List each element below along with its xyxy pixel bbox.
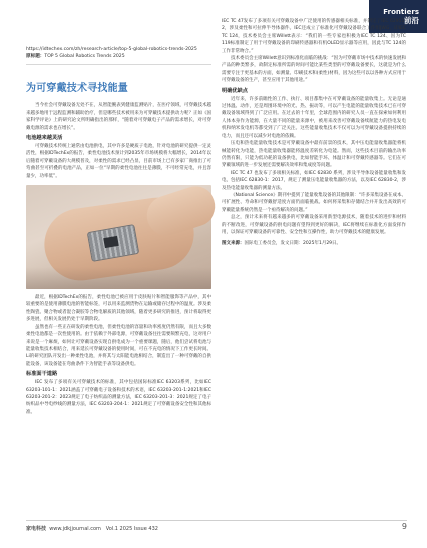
- page-number: 9: [401, 522, 407, 531]
- paragraph-9: IEC TC 47 也发布了多项相关标准，如IEC 62830 系列，涉及半导体设备能量收集和发电，包括IEC 62830-1：2017，规定了测量压电能量收集器的方法，以及IEC 62830-2，涉及热电能量收集器的测量方法。: [222, 170, 406, 191]
- paragraph-10: 《National Science》期刊中提到了能量收集设备的其他限制：“许多采集设备在成本、可扩展性、寿命和可穿戴舒适度方面仍面临挑战。如何将采集和存储结合并开发出高效的可穿戴能量系统仍然是一个亟待解决的问题。”: [222, 192, 406, 213]
- section-heading-1: 电池越来越灵活: [26, 135, 63, 142]
- paragraph-7: 近年来，许多前瞻性的工作、执行、项目都集中在可穿戴设备的能量收集上。无论是通过体温、动作，还是周围环境中的光、热、振动等，可以产生电能的能量收集技术已在可穿戴设备领域得到了广泛应用。在过去的十年里，全球范围内的研究人员一直在探索如何利用人体本身作为能源，在大量不同的能量来源中，被用来改善可穿戴设备续航能力的热电发电机和纳米发电机等都受到了广泛关注。这些能量收集技术不仅可以为可穿戴设备提供持续的电力，而且还可以减少对电池的依赖。: [222, 96, 406, 139]
- paragraph-8: 压电和热电能量收集技术是可穿戴设备中最有前景的技术，其中压电能量收集器能将机械能转化为电能，热电能量收集器能将温度差转化为电能。然而，这些技术目前的输出功率仍然有限，只能为低功耗的设备供电，比如智能手环、体温计和可穿戴传感器等。它们在可穿戴领域的进一步发展还需要解决效率和集成度等问题。: [222, 141, 406, 169]
- section-label-en: Frontiers: [383, 8, 419, 16]
- right-column: [222, 18, 406, 247]
- image-source-note: [222, 240, 406, 247]
- article-intro: 当今社会可穿戴设备无处不在，从智能腕表到健康监测贴片，在医疗领域，可穿戴技术越来越多地用于远程监测和辅助治疗，但是哪些技术被用来为可穿戴技术提供动力呢？正如《国家科学评论》上的研究论文所明确指出的那样，“随着对可穿戴电子产品的需求增长，对可穿戴电源的需求也在增长”。: [26, 103, 211, 131]
- source-block: [26, 46, 211, 65]
- footer-left: [26, 525, 158, 532]
- source-label: 原标题：: [26, 54, 45, 60]
- magazine-url[interactable]: www.jdkjjournal.com: [49, 526, 101, 532]
- paragraph-4: IEC 发布了多项有关可穿戴技术的标准，其中包括国际标准IEC 63203系列，比如IEC 63203-101-1：2021涵盖了可穿戴电子设备和技术的术语，IEC 63203-201-1:2021和IEC 63203-201-2：2023规定了电子纺织品的测量方法，IEC 63203-201-3：2021规定了电子纺织品中导电纱线的测量方法，IEC 63203-204-1：2021规定了可穿戴设备安全性和其他标准。: [26, 380, 211, 415]
- paragraph-2: 最近，根据IDTechEx的报告，柔性电池已被应用于皮肤贴片和智能服饰等产品中，其中较重要的是使用薄膜电池的智能标签，可以用来监测货物在运输或储存过程中的温度。涉及柔性陶瓷、聚合物或者混合凝胶等合物电解质的其他领域，随着更多研究的推进，预计将取得更多进展，但相关发展仍处于早期阶段。: [26, 295, 211, 323]
- article-title: 为可穿戴技术寻找能量: [26, 83, 128, 95]
- footnote-label: 图文来源：: [222, 241, 245, 247]
- section-label-zh: 前沿: [404, 16, 419, 25]
- section-heading-2: 标准面干道路: [26, 371, 58, 378]
- paragraph-11: 总之，预计未来将有越来越多的可穿戴设备采用新型电源技术，随着技术的进步和材料的不断改进，可穿戴设备的供电问题有望得到更好的解决，IEC将继续在标准化方面发挥作用，以保证可穿戴设备的可靠性、安全性和互操作性，助力可穿戴技术的健康发展。: [222, 215, 406, 235]
- source-url[interactable]: https://idtechex.com/zh/research-article/top-5-global-robotics-trends-2025: [26, 47, 197, 52]
- left-column: [26, 46, 211, 415]
- section-heading-3: 明确优缺点: [222, 87, 248, 94]
- issue-info: Vol.1 2025 Issue 432: [105, 526, 158, 532]
- source-title-line: [26, 53, 211, 60]
- paragraph-5: IEC TC 47发布了多项有关可穿戴设备中广泛使用的传感器相关标准，并制定了IEC 62951-2，涉及柔性和可拉伸半导体器件。IEC还成立了标准化可穿戴设备联合工作组JWG，即IEC TC 124，技术委员会主席Willett表示：“我们的一些专家也积极为IEC TC 124、因为TC 119标准制定了用于可穿戴设备的印刷传感器和有机OLED显示器等应用，因此与TC 124的工作非常吻合。”: [222, 19, 406, 54]
- page-footer: [26, 520, 407, 535]
- photo-shadow: [26, 267, 211, 289]
- paragraph-3: 虽然也有一些正在研发的柔性电池，但柔性电池的容量和功率密度仍然有限，而且大多数柔性电池都是一次性使用的。由于依赖于外部电源，可穿戴设备往往需要频繁充电，这对用户来说是一个麻烦，如何让可穿戴设备实现自供电成为一个重要课题，随后，他们尝试将电池与能量收集技术相结合，用来延长可穿戴设备的使用时间，可在不充电的情况下工作更长时间。Li的研究团队开发出一种柔性电池，并将其与太阳能电池相结合，制造出了一种可穿戴的自供能设备，该设备能在弯曲条件下为智能手表等设备供电。: [26, 324, 211, 367]
- source-title: TOP 5 Global Robotics Trends 2025: [44, 54, 125, 60]
- paragraph-1: 可穿戴技术传统上通常由电池供电，其中许多是硬质子电池，针对电池的研究提供一定灵活性，根据IDTechEx的报告，柔性电池技术预计到2035年市场规模将大幅增长，2014年以后随着可穿戴设备的大规模普及，对柔性的需求已经凸显，目前市场上已有多家厂商推出了可弯曲甚至可折叠的电池产品，正如一位“早期的柔性电池往往是薄膜，不可经常充电，并且容量少，功率低”。: [26, 144, 211, 179]
- magazine-name: 家电科技: [26, 526, 47, 532]
- footnote-text: 国际电工委员会，发文日期：2025年1月29日。: [244, 241, 342, 247]
- article-photo-flexible-battery-on-arm: [26, 185, 211, 289]
- paragraph-6: 技术委员会主席Willett意识到标准化面临的挑战：“因为可穿戴市场中技术的快速发展和产品的种类繁多，故制定标准所需的时间可能比某些类型的可穿戴设备要长，这就是为什么需要专注于更基本的方面，如测量、印刷技术和(柔性)材料，因为这些可以以各种方式应用于可穿戴设备的生产，甚至应用于其他用途。”: [222, 56, 406, 84]
